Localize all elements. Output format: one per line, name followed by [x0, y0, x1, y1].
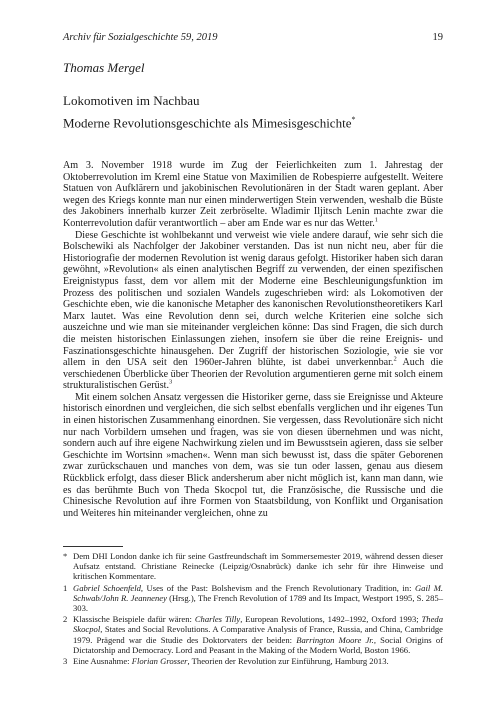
footnote-text: (Hrsg.), The French Revolution of 1789 and Its Impact, Westport 1995, S. 285–303.: [73, 592, 443, 614]
footnote-text: , European Revolutions, 1492–1992, Oxford 1993;: [240, 614, 422, 625]
footnote-text: , Social Origins of Dictatorship and Democracy. Lord and Peasant in the Making of the Modern World, Boston 1966.: [73, 634, 444, 655]
footnote-divider: [63, 546, 123, 547]
footnote-marker: 3: [63, 656, 68, 667]
footnote-3: [63, 656, 443, 666]
footnote-author: Florian Grosser: [131, 656, 188, 667]
paragraph-1-text: Am 3. November 1918 wurde im Zug der Feierlichkeiten zum 1. Jahrestag der Oktoberrevolution im Kreml eine Statue von Maximilien de Robespierre aufgestellt. Weitere Statuen von Aufklärern und jakobinischen Revolutionären in der Stadt waren geplant. Aber wegen des Kriegs konnte man nur einen minderwertigen Stein verwenden, weshalb die Büste des Jakobiners innerhalb kurzer Zeit zerbröselte. Wladimir Iljitsch Lenin machte zwar die Konterrevolution dafür verantwortlich – aber am Ende war es nur das Wetter.: [63, 160, 443, 229]
subtitle-footnote-mark: *: [351, 115, 356, 124]
footnote-author: Charles Tilly: [194, 614, 241, 625]
footnote-text: Eine Ausnahme:: [73, 656, 132, 667]
footnote-text: Dem DHI London danke ich für seine Gastfreundschaft im Sommersemester 2019, während dessen dieser Aufsatz entstand. Christiane Reinecke (Leipzig/Osnabrück) danke ich sehr für ihre Hinweise und kritischen Kommentare.: [73, 551, 443, 582]
article-author: Thomas Mergel: [63, 60, 145, 75]
footnote-text: , Theorien der Revolution zur Einführung, Hamburg 2013.: [187, 656, 389, 667]
footnote-author: Barrington Moore Jr.: [296, 634, 374, 645]
running-head: Archiv für Sozialgeschichte 59, 2019: [63, 32, 218, 43]
page-number: 19: [432, 32, 443, 43]
footnotes: [63, 551, 443, 667]
body-text: [63, 160, 443, 519]
footnote-2: [63, 614, 443, 655]
footnote-marker: 2: [63, 614, 68, 625]
footnote-ref-1: 1: [374, 216, 379, 224]
paragraph-1: [63, 160, 443, 230]
article-title: Lokomotiven im Nachbau: [63, 93, 200, 108]
footnote-text: Klassische Beispiele dafür wären:: [73, 614, 195, 625]
footnote-editors: Gail M. Schwab/John R. Jeanneney: [73, 582, 444, 603]
footnote-star: [63, 551, 443, 582]
footnote-marker: *: [63, 551, 68, 561]
footnote-1: [63, 583, 443, 614]
footnote-text: , Uses of the Past: Bolshevism and the French Revolutionary Tradition, in:: [140, 582, 415, 593]
footnote-author: Theda Skocpol: [73, 614, 443, 635]
paragraph-3: [63, 392, 443, 520]
footnote-text: , States and Social Revolutions. A Comparative Analysis of France, Russia, and China, Cambridge 1979. Prägend war die Studie des Doktorvaters der beiden:: [73, 624, 443, 645]
footnote-ref-3: 3: [168, 378, 173, 386]
subtitle-text: Moderne Revolutionsgeschichte als Mimesisgeschichte: [63, 115, 352, 131]
paragraph-2-text-a: Diese Geschichte ist wohlbekannt und verweist wie viele andere darauf, wie sehr sich die Bolschewiki als Nachfolger der Jakobiner verstanden. Das ist nun nicht neu, aber für die Historiografie der modernen Revolution ist wenig daraus gefolgt. Historiker haben sich daran gewöhnt, »Revolution« als einen analytischen Begriff zu verwenden, der einen spezifischen Ereignistypus fasst, dem vor allem mit der Moderne eine Beschleunigungsfunktion im Prozess des politischen und sozialen Wandels zugeschrieben wird: als Lokomotiven der Geschichte eben, wie die kanonische Metapher des kanonischen Revolutionstheoretikers Karl Marx lautet. Was eine Revolution denn sei, durch welche Kriterien eine solche sich auszeichne und wie man sie miteinander vergleichen könne: Das sind Fragen, die sich durch die meisten historischen Einlassungen ziehen, insofern sie über die reine Ereignis- und Faszinationsgeschichte hinausgehen. Der Zugriff der historischen Soziologie, wie sie vor allem in den USA seit den 1960er-Jahren blühte, ist dabei unverkennbar.: [63, 229, 443, 369]
paragraph-2: [63, 230, 443, 392]
footnote-author: Gabriel Schoenfeld: [73, 582, 141, 593]
paragraph-3-text: Mit einem solchen Ansatz vergessen die Historiker gerne, dass sie Ereignisse und Akteure historisch einordnen und vergleichen, die sich selbst ebenfalls verglichen und ihr eigenes Tun in einen historischen Zusammenhang einordnen. Sie vergessen, dass Revolutionäre sich nicht nur nach Vorbildern umsehen und fragen, was sie von diesen übernehmen und was nicht, sondern auch auf ihre eigene Nachwirkung zielen und im Bewusstsein agieren, dass sie selber Geschichte im Wortsinn »machen«. Wenn man sich bewusst ist, dass die später Geborenen zwar zurückschauen und manches von dem, was sie tun oder lassen, genau aus diesem Rückblick erfolgt, dass dieser Blick andersherum aber nicht möglich ist, kann man dann, wie es das berühmte Buch von Theda Skocpol tut, die Französische, die Russische und die Chinesische Revolution auf ihre Formen von Staatsbildung, von Konflikt und Organisation und Weiteres hin miteinander vergleichen, ohne zu: [63, 391, 443, 519]
footnote-marker: 1: [63, 582, 68, 593]
article-subtitle: [63, 115, 355, 131]
paragraph-2-text-b: Auch die verschiedenen Überblicke über Theorien der Revolution argumentieren gerne mit solch einem strukturalistischen Gerüst.: [63, 357, 444, 392]
footnote-ref-2: 2: [393, 355, 397, 363]
